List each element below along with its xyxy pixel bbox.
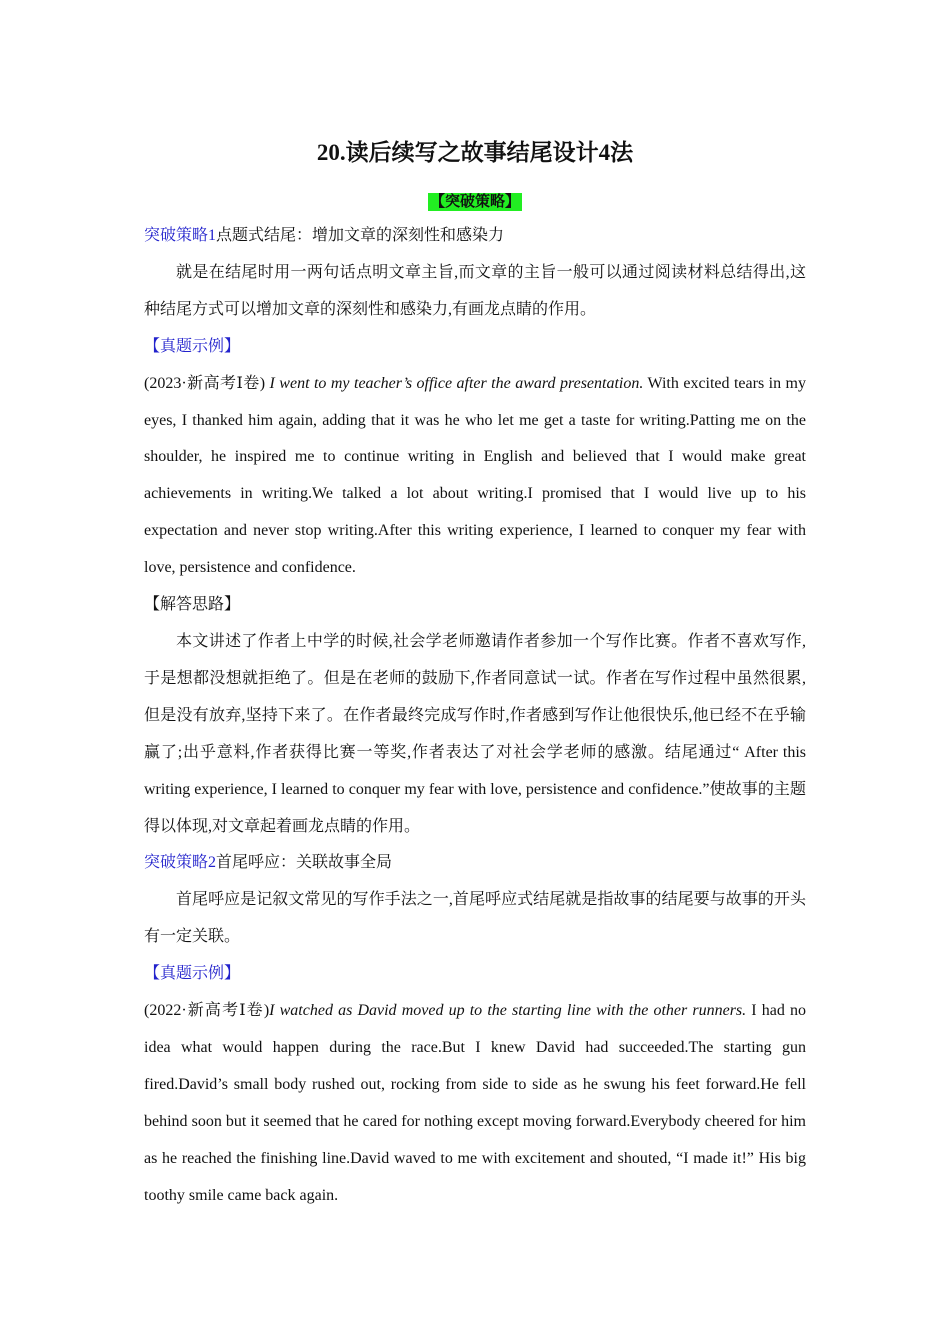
strategy2-title: 首尾呼应：关联故事全局	[216, 854, 393, 872]
example-text: I had no idea what would happen during the race.But I knew David had succeeded.The starting gun fired.David’s small body rushed out, rocking from side to side as he swung his feet forward.He fell behind soon but it seemed that he cared for nothing except moving forward.Everybody cheered for him as he reached the finishing line.David waved to me with excitement and shouted, “I made it!” His big toothy smile came back again.	[144, 1002, 807, 1204]
example-text: With excited tears in my eyes, I thanked him again, adding that it was he who let me get a taste for writing.Patting me on the shoulder, he inspired me to continue writing in English and believed that I would make great achievements in writing.We talked a lot about writing.I promised that I would live up to his expectation and never stop writing.After this writing experience, I learned to conquer my fear with love, persistence and confidence.	[144, 374, 806, 577]
example-given-sentence: I watched as David moved up to the starting line with the other runners.	[269, 1002, 747, 1020]
strategy1-label: 突破策略1	[144, 227, 217, 244]
strategy1-title: 点题式结尾：增加文章的深刻性和感染力	[216, 227, 505, 244]
analysis-label: 【解答思路】	[144, 596, 241, 614]
document-body	[144, 218, 806, 1214]
section-tag: 【突破策略】	[429, 194, 520, 210]
strategy1-description: 就是在结尾时用一两句话点明文章主旨,而文章的主旨一般可以通过阅读材料总结得出,这种结尾方式可以增加文章的深刻性和感染力,有画龙点睛的作用。	[144, 263, 806, 318]
strategy2-example	[144, 993, 806, 1214]
analysis-text: 本文讲述了作者上中学的时候,社会学老师邀请作者参加一个写作比赛。作者不喜欢写作,于是想都没想就拒绝了。但是在老师的鼓励下,作者同意试一试。作者在写作过程中虽然很累,但是没有放弃,坚持下来了。在作者最终完成写作时,作者感到写作让他很快乐,他已经不在乎输赢了;出乎意料,作者获得比赛一等奖,作者表达了对社会学老师的感激。结尾通过“ After this writing experience, I learned to conquer my fear with love, persistence and confidence.”使故事的主题得以体现,对文章起着画龙点睛的作用。	[144, 632, 806, 835]
page-title: 20.读后续写之故事结尾设计4法	[316, 140, 634, 165]
example-given-sentence: I went to my teacher’s office after the award presentation.	[269, 374, 644, 392]
strategy1-heading	[144, 218, 806, 255]
example-source: (2022·新高考Ⅰ卷)	[144, 1002, 270, 1020]
strategy1-example	[144, 366, 806, 587]
section-tag-wrap	[0, 190, 950, 211]
strategy2-label: 突破策略2	[144, 854, 217, 872]
strategy2-heading	[144, 845, 806, 882]
strategy2-example-label: 【真题示例】	[144, 965, 241, 983]
strategy2-description: 首尾呼应是记叙文常见的写作手法之一,首尾呼应式结尾就是指故事的结尾要与故事的开头有一定关联。	[144, 891, 806, 946]
example-source: (2023·新高考Ⅰ卷)	[144, 374, 270, 392]
strategy1-example-label: 【真题示例】	[144, 337, 241, 355]
